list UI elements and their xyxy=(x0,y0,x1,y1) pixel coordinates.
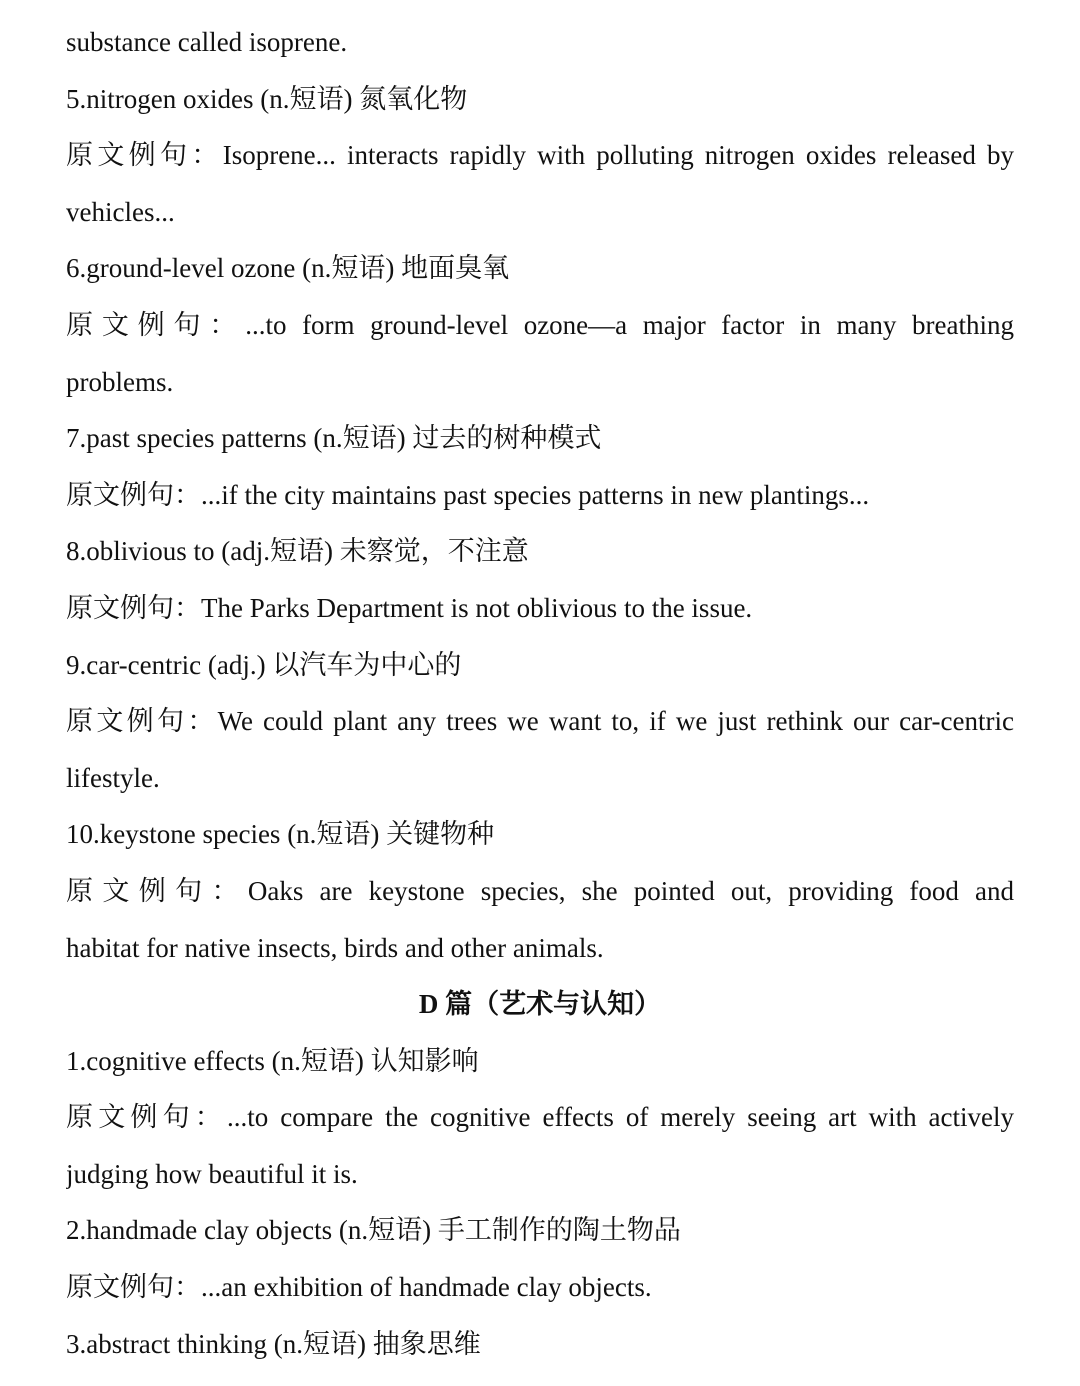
vocab-entry-oblivious-to: 8.oblivious to (adj.短语) 未察觉，不注意 xyxy=(66,536,529,567)
vocab-entry-car-centric: 9.car-centric (adj.) 以汽车为中心的 xyxy=(66,649,462,680)
vocab-entry-handmade-clay-objects: 2.handmade clay objects (n.短语) 手工制作的陶土物品 xyxy=(66,1215,681,1246)
text-line-continuation: judging how beautiful it is. xyxy=(66,1158,358,1189)
vocab-entry-cognitive-effects: 1.cognitive effects (n.短语) 认知影响 xyxy=(66,1045,479,1076)
example-sentence-line: 原文例句：...an exhibition of handmade clay objects. xyxy=(66,1272,652,1303)
example-sentence-line: 原文例句：...if the city maintains past species patterns in new plantings... xyxy=(66,479,870,510)
vocab-entry-past-species-patterns: 7.past species patterns (n.短语) 过去的树种模式 xyxy=(66,423,602,454)
example-sentence-line: 原文例句：...to compare the cognitive effects of merely seeing art with actively xyxy=(66,1102,1014,1133)
vocab-entry-ground-level-ozone: 6.ground-level ozone (n.短语) 地面臭氧 xyxy=(66,253,510,284)
text-line-continuation: substance called isoprene. xyxy=(66,27,348,57)
example-sentence-line: 原文例句：Isoprene... interacts rapidly with polluting nitrogen oxides released by xyxy=(66,140,1014,171)
vocab-entry-abstract-thinking: 3.abstract thinking (n.短语) 抽象思维 xyxy=(66,1328,481,1359)
section-title-d: D 篇（艺术与认知） xyxy=(418,989,662,1020)
example-sentence-line: 原文例句：Oaks are keystone species, she pointed out, providing food and xyxy=(66,875,1014,906)
text-line-continuation: vehicles... xyxy=(66,196,175,227)
text-line-continuation: lifestyle. xyxy=(66,762,160,793)
vocab-entry-nitrogen-oxides: 5.nitrogen oxides (n.短语) 氮氧化物 xyxy=(66,83,468,114)
example-sentence-line: 原文例句：We could plant any trees we want to, if we just rethink our car-centric xyxy=(66,706,1014,737)
document-page xyxy=(66,14,1014,1372)
vocab-entry-keystone-species: 10.keystone species (n.短语) 关键物种 xyxy=(66,819,495,850)
text-line-continuation: problems. xyxy=(66,366,174,397)
example-sentence-line: 原文例句：The Parks Department is not oblivious to the issue. xyxy=(66,592,753,623)
text-line-continuation: habitat for native insects, birds and other animals. xyxy=(66,932,604,963)
example-sentence-line: 原文例句：...to form ground-level ozone—a major factor in many breathing xyxy=(66,309,1014,340)
